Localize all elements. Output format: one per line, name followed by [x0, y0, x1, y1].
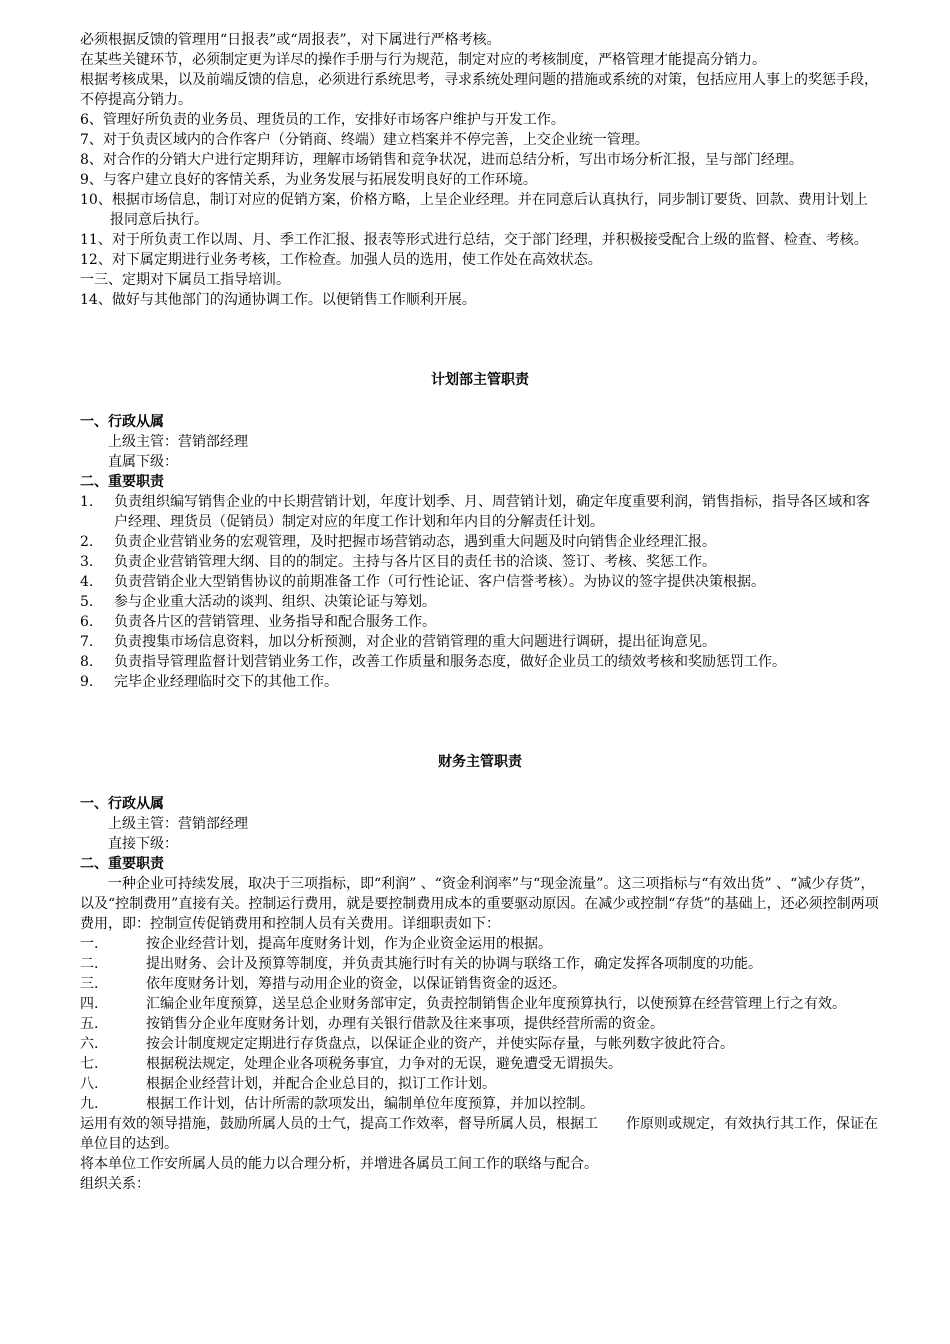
- finance-intro-paragraph: 一种企业可持续发展，取决于三项指标，即“利润” 、“资金利润率”与“现金流量”。这三项指标与“有效出货” 、“减少存货”，以及“控制费用”直接有关。控制运行费用，就是要控制费用成本的重要驱动原因。在减少或控制“存货”的基础上，还必须控制两项费用，即：控制宣传促销费用和控制人员有关费用。详细职责如下：: [80, 876, 879, 932]
- tail-paragraph: 将本单位工作安所属人员的能力以合理分析，并增进各属员工间工作的联络与配合。: [80, 1156, 598, 1172]
- superior-line: 上级主管：营销部经理: [108, 816, 248, 832]
- heading-duties: 二、重要职责: [80, 856, 164, 872]
- list-item: 五. 按销售分企业年度财务计划，办理有关银行借款及往来事项，提供经营所需的资金。: [80, 1016, 664, 1032]
- list-item: 三. 依年度财务计划，筹措与动用企业的资金，以保证销售资金的返还。: [80, 976, 566, 992]
- list-item: 一三、定期对下属员工指导培训。: [80, 272, 290, 288]
- list-item: 8、对合作的分销大户进行定期拜访，理解市场销售和竞争状况，进而总结分析，写出市场分析汇报，呈与部门经理。: [80, 152, 803, 168]
- plan-duty-list: [80, 492, 880, 692]
- document-page: [80, 30, 880, 1194]
- subordinate-line: 直属下级：: [108, 454, 178, 470]
- list-item: 7、对于负责区域内的合作客户（分销商、终端）建立档案并不停完善，上交企业统一管理。: [80, 132, 649, 148]
- intro-line: 必须根据反馈的管理用“日报表”或“周报表”，对下属进行严格考核。: [80, 32, 501, 48]
- subordinate-line: 直接下级：: [108, 836, 178, 852]
- list-item: 3. 负责企业营销管理大纲、目的的制定。主持与各片区目的责任书的洽谈、签订、考核、奖惩工作。: [80, 554, 716, 570]
- list-item: 八. 根据企业经营计划，并配合企业总目的，拟订工作计划。: [80, 1076, 496, 1092]
- spacer: [80, 772, 880, 794]
- list-item: 10、根据市场信息，制订对应的促销方案，价格方略，上呈企业经理。并在同意后认真执行，同步制订要货、回款、费用计划上报同意后执行。: [80, 192, 868, 228]
- tail-paragraph: 运用有效的领导措施，鼓励所属人员的士气，提高工作效率，督导所属人员，根据工 作原则或规定，有效执行其工作，保证在单位目的达到。: [80, 1116, 878, 1152]
- list-item: 6、管理好所负责的业务员、理货员的工作，安排好市场客户维护与开发工作。: [80, 112, 565, 128]
- list-item: 9. 完毕企业经理临时交下的其他工作。: [80, 674, 338, 690]
- list-item: 四. 汇编企业年度预算，送呈总企业财务部审定，负责控制销售企业年度预算执行，以使预算在经营管理上行之有效。: [80, 996, 846, 1012]
- superior-line: 上级主管：营销部经理: [108, 434, 248, 450]
- list-item: 14、做好与其他部门的沟通协调工作。以便销售工作顺利开展。: [80, 292, 476, 308]
- spacer: [80, 390, 880, 412]
- list-item: 一. 按企业经营计划，提高年度财务计划，作为企业资金运用的根据。: [80, 936, 552, 952]
- intro-line: 在某些关键环节，必须制定更为详尽的操作手册与行为规范，制定对应的考核制度，严格管理才能提高分销力。: [80, 52, 766, 68]
- intro-line: 根据考核成果，以及前端反馈的信息，必须进行系统思考，寻求系统处理问题的措施或系统的对策，包括应用人事上的奖惩手段，不停提高分销力。: [80, 72, 878, 108]
- section-title-finance: 财务主管职责: [438, 754, 522, 770]
- list-item: 11、对于所负责工作以周、月、季工作汇报、报表等形式进行总结，交于部门经理，并积极接受配合上级的监督、检查、考核。: [80, 232, 868, 248]
- heading-admin: 一、行政从属: [80, 414, 164, 430]
- heading-duties: 二、重要职责: [80, 474, 164, 490]
- list-item: 2. 负责企业营销业务的宏观管理，及时把握市场营销动态，遇到重大问题及时向销售企业经理汇报。: [80, 534, 716, 550]
- list-item: 7. 负责搜集市场信息资料，加以分析预测，对企业的营销管理的重大问题进行调研，提出征询意见。: [80, 634, 716, 650]
- list-item: 七. 根据税法规定，处理企业各项税务事宜，力争对的无误，避免遭受无谓损失。: [80, 1056, 622, 1072]
- list-item: 1. 负责组织编写销售企业的中长期营销计划，年度计划季、月、周营销计划，确定年度重要利润，销售指标，指导各区域和客户经理、理货员（促销员）制定对应的年度工作计划和年内目的分解责任计划。: [80, 494, 870, 530]
- heading-admin: 一、行政从属: [80, 796, 164, 812]
- list-item: 4. 负责营销企业大型销售协议的前期准备工作（可行性论证、客户信誉考核）。为协议的签字提供决策根据。: [80, 574, 765, 590]
- spacer: [80, 310, 880, 370]
- list-item: 六. 按会计制度规定定期进行存货盘点，以保证企业的资产，并使实际存量，与帐列数字彼此符合。: [80, 1036, 734, 1052]
- spacer: [80, 692, 880, 752]
- section-title-plan: 计划部主管职责: [431, 372, 529, 388]
- finance-duty-list: [80, 934, 880, 1114]
- list-item: 九. 根据工作计划，估计所需的款项发出，编制单位年度预算，并加以控制。: [80, 1096, 594, 1112]
- list-item: 9、与客户建立良好的客情关系，为业务发展与拓展发明良好的工作环境。: [80, 172, 537, 188]
- list-item: 12、对下属定期进行业务考核，工作检查。加强人员的选用，使工作处在高效状态。: [80, 252, 602, 268]
- list-item: 二. 提出财务、会计及预算等制度，并负责其施行时有关的协调与联络工作，确定发挥各项制度的功能。: [80, 956, 762, 972]
- list-item: 5. 参与企业重大活动的谈判、组织、决策论证与筹划。: [80, 594, 436, 610]
- list-item: 8. 负责指导管理监督计划营销业务工作，改善工作质量和服务态度，做好企业员工的绩效考核和奖励惩罚工作。: [80, 654, 786, 670]
- list-item: 6. 负责各片区的营销管理、业务指导和配合服务工作。: [80, 614, 436, 630]
- org-relation-label: 组织关系：: [80, 1176, 150, 1192]
